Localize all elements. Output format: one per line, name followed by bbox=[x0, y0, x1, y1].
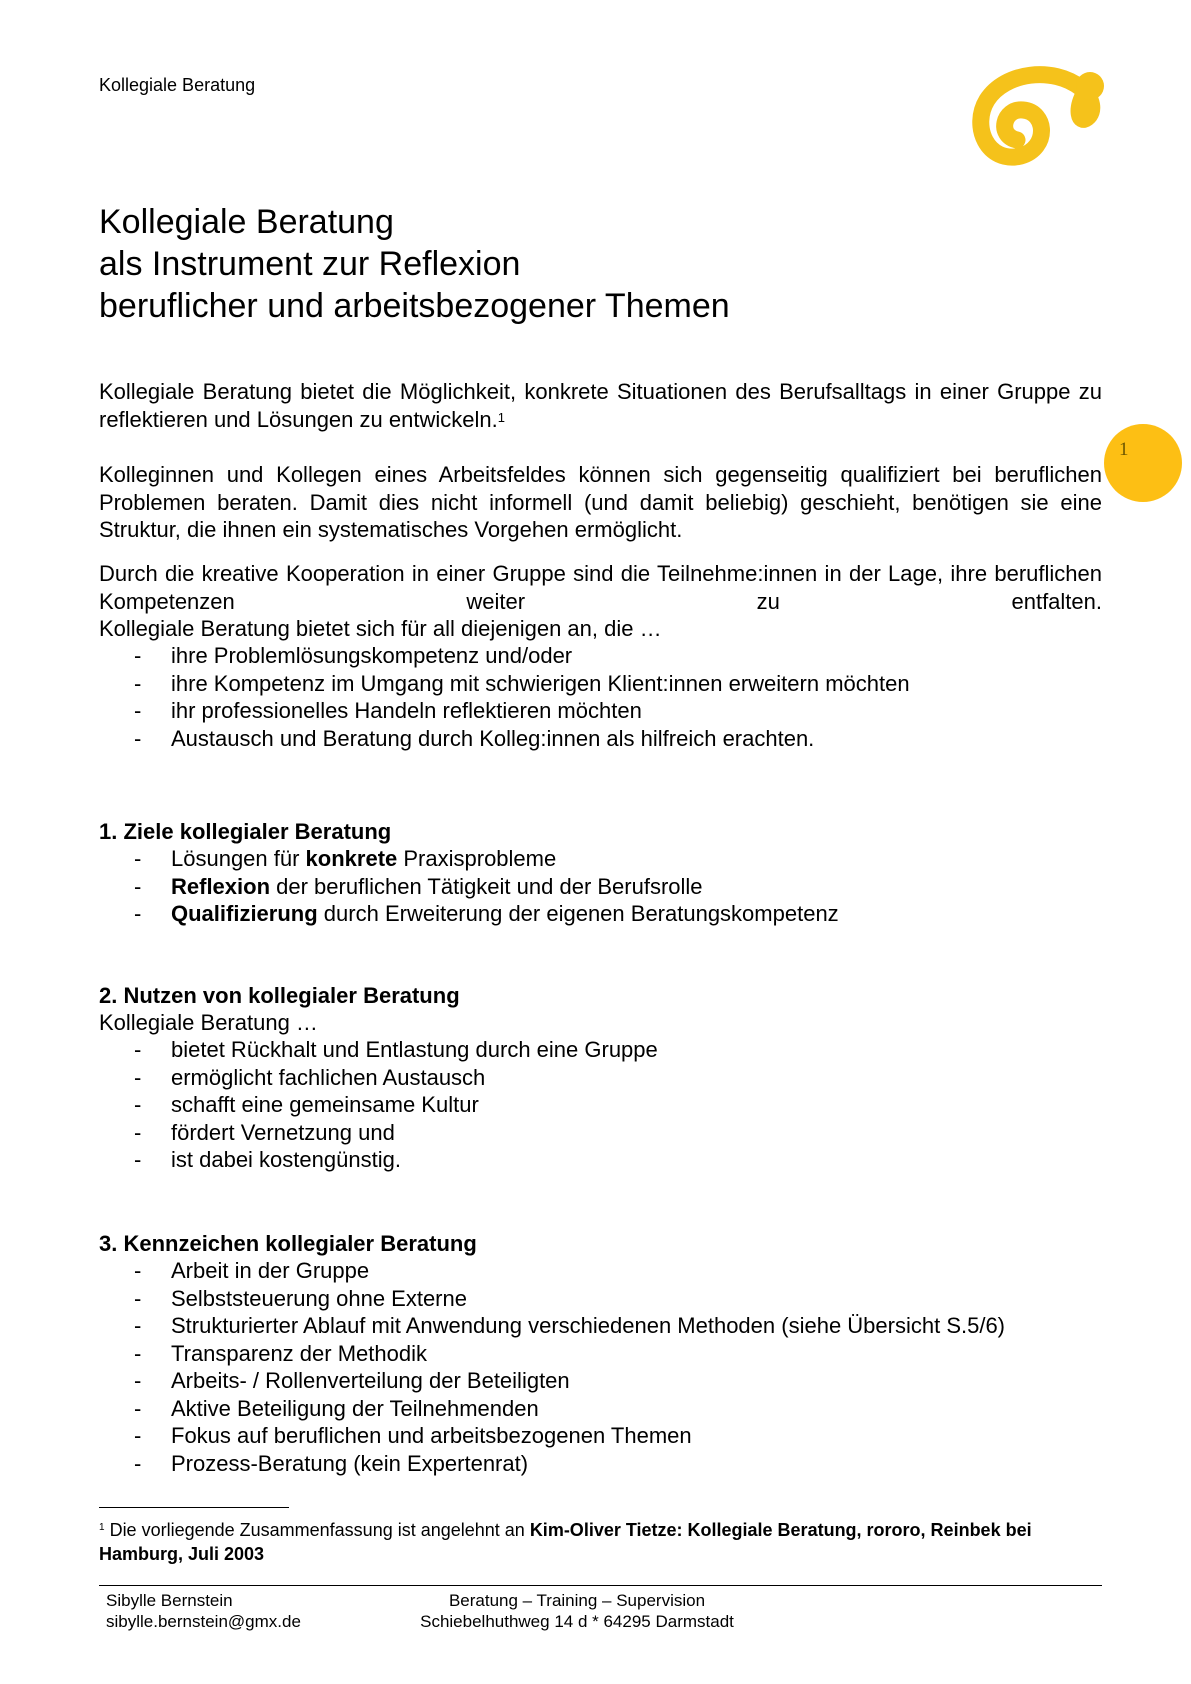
list-item: - Reflexion der beruflichen Tätigkeit und der Berufsrolle bbox=[0, 873, 839, 901]
footer-address: Schiebelhuthweg 14 d * 64295 Darmstadt bbox=[420, 1612, 734, 1631]
section-3-heading: 3. Kennzeichen kollegialer Beratung bbox=[99, 1231, 477, 1256]
section-2-heading: 2. Nutzen von kollegialer Beratung bbox=[99, 983, 460, 1008]
list-item: - ist dabei kostengünstig. bbox=[0, 1146, 658, 1174]
footnote-ref[interactable]: 1 bbox=[497, 409, 505, 425]
footer-name: Sibylle Bernstein bbox=[106, 1591, 233, 1610]
list-item: - schafft eine gemeinsame Kultur bbox=[0, 1091, 658, 1119]
footer-services: Beratung – Training – Supervision bbox=[448, 1591, 706, 1610]
intro-list bbox=[0, 642, 910, 752]
list-item: - bietet Rückhalt und Entlastung durch eine Gruppe bbox=[0, 1036, 658, 1064]
list-item: - Austausch und Beratung durch Kolleg:innen als hilfreich erachten. bbox=[0, 725, 910, 753]
list-item: - ihr professionelles Handeln reflektieren möchten bbox=[0, 697, 910, 725]
title-line-2: als Instrument zur Reflexion bbox=[99, 245, 521, 283]
document-title bbox=[99, 201, 730, 327]
section-3-list bbox=[0, 1257, 1005, 1477]
running-header: Kollegiale Beratung bbox=[99, 75, 256, 95]
list-item: - Prozess-Beratung (kein Expertenrat) bbox=[0, 1450, 1005, 1478]
list-item: - Arbeits- / Rollenverteilung der Beteiligten bbox=[0, 1367, 1005, 1395]
intro-paragraph-1: Kollegiale Beratung bietet die Möglichkeit, konkrete Situationen des Berufsalltags in einer Gruppe zu reflektieren und Lösungen zu entwickeln.$^1$ bbox=[99, 379, 1102, 432]
footnote-source: Kim-Oliver Tietze: Kollegiale Beratung, rororo, Reinbek bei Hamburg, Juli 2003 bbox=[99, 1520, 1032, 1564]
section-1-list bbox=[0, 845, 839, 928]
footnote-separator bbox=[99, 1507, 289, 1508]
footer-contact bbox=[106, 1590, 301, 1632]
list-item: - ermöglicht fachlichen Austausch bbox=[0, 1064, 658, 1092]
intro-paragraph-2: Kolleginnen und Kollegen eines Arbeitsfeldes können sich gegenseitig qualifiziert bei beruflichen Problemen beraten. Damit dies nicht informell (und damit beliebig) geschieht, benötigen sie eine Struktur, die ihnen ein systematisches Vorgehen ermöglicht. bbox=[99, 462, 1102, 542]
list-item: - Aktive Beteiligung der Teilnehmenden bbox=[0, 1395, 1005, 1423]
intro-paragraph-4: Kollegiale Beratung bietet sich für all diejenigen an, die … bbox=[99, 616, 662, 641]
list-item: - Arbeit in der Gruppe bbox=[0, 1257, 1005, 1285]
list-item: - Fokus auf beruflichen und arbeitsbezogenen Themen bbox=[0, 1422, 1005, 1450]
page-number: 1 bbox=[1119, 439, 1129, 460]
list-item: - ihre Kompetenz im Umgang mit schwierigen Klient:innen erweitern möchten bbox=[0, 670, 910, 698]
list-item: - Strukturierter Ablauf mit Anwendung verschiedenen Methoden (siehe Übersicht S.5/6) bbox=[0, 1312, 1005, 1340]
footer-rule bbox=[99, 1585, 1102, 1586]
section-2-list bbox=[0, 1036, 658, 1174]
intro-paragraph-3: Durch die kreative Kooperation in einer Gruppe sind die Teilnehme:innen in der Lage, ihre beruflichen Kompetenzen weiter zu entfalten. bbox=[99, 561, 1102, 614]
title-line-3: beruflicher und arbeitsbezogener Themen bbox=[99, 287, 730, 325]
footer-email[interactable]: sibylle.bernstein@gmx.de bbox=[106, 1612, 301, 1631]
list-item: - fördert Vernetzung und bbox=[0, 1119, 658, 1147]
list-item: - ihre Problemlösungskompetenz und/oder bbox=[0, 642, 910, 670]
title-line-1: Kollegiale Beratung bbox=[99, 203, 394, 241]
list-item: - Lösungen für konkrete Praxisprobleme bbox=[0, 845, 839, 873]
section-1-heading: 1. Ziele kollegialer Beratung bbox=[99, 819, 392, 844]
footnote: $^1$ Die vorliegende Zusammenfassung ist angelehnt an Kim-Oliver Tietze: Kollegiale Beratung, rororo, Reinbek bei Hamburg, Juli 2003 bbox=[99, 1520, 1032, 1564]
footer-address-block bbox=[412, 1590, 742, 1632]
page-number-marker bbox=[1104, 424, 1182, 502]
list-item: - Qualifizierung durch Erweiterung der eigenen Beratungskompetenz bbox=[0, 900, 839, 928]
spiral-logo-icon bbox=[935, 52, 1110, 210]
list-item: - Transparenz der Methodik bbox=[0, 1340, 1005, 1368]
section-2-lead: Kollegiale Beratung … bbox=[99, 1010, 318, 1035]
list-item: - Selbststeuerung ohne Externe bbox=[0, 1285, 1005, 1313]
